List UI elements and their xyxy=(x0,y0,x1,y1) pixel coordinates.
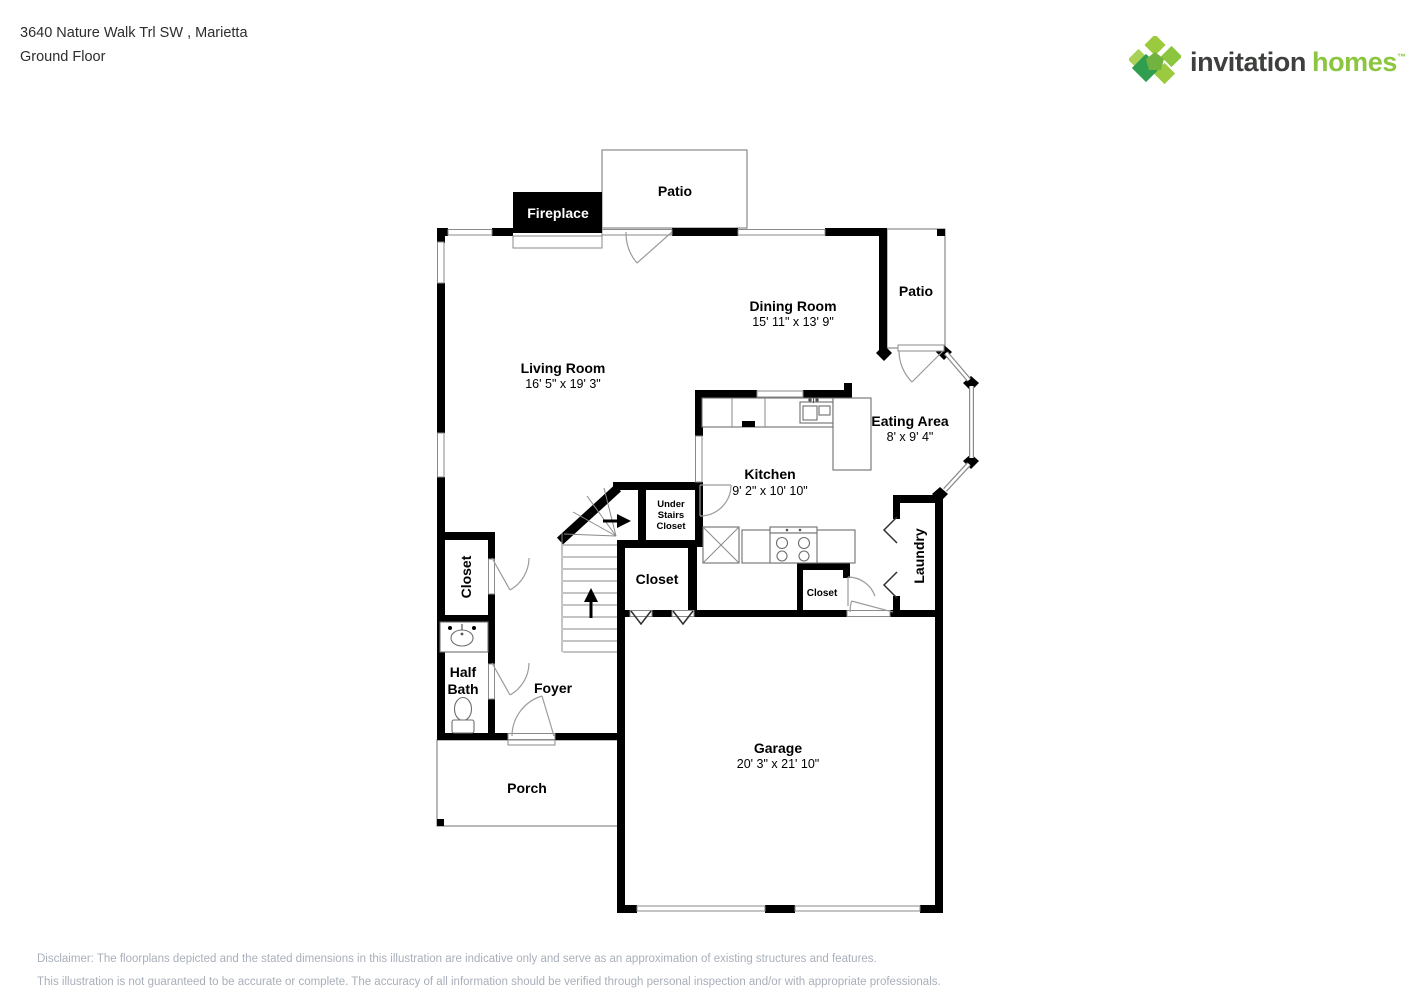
floor-label: Ground Floor xyxy=(20,49,106,65)
refrigerator-icon xyxy=(703,527,739,563)
bay-window xyxy=(945,353,972,490)
logo-word-invitation: invitation xyxy=(1190,46,1306,77)
room-label-under-stairs-2: Stairs xyxy=(657,510,685,521)
room-label-closet-left: Closet xyxy=(458,555,474,599)
disclaimer-line-1: Disclaimer: The floorplans depicted and the stated dimensions in this illustration are indicative only and serve as an approximation of existing structures and features. xyxy=(37,953,877,965)
room-label-patio-top: Patio xyxy=(657,183,693,199)
kitchen-sink-icon xyxy=(800,398,833,423)
room-label-half-bath-2: Bath xyxy=(447,681,479,697)
room-label-half-bath-1: Half xyxy=(449,664,477,680)
address-line: 3640 Nature Walk Trl SW , Marietta xyxy=(20,25,248,41)
laundry-bifold-door xyxy=(884,572,897,598)
room-label-under-stairs-1: Under xyxy=(657,499,685,510)
room-label-closet-center: Closet xyxy=(635,571,679,587)
kitchen-door xyxy=(700,485,731,516)
room-label-closet-small: Closet xyxy=(806,588,838,599)
front-door xyxy=(512,696,554,736)
room-label-living-room: Living Room xyxy=(520,360,606,376)
stove-icon xyxy=(770,527,817,563)
stairs-right-arrow xyxy=(603,514,631,528)
room-dims-kitchen: 9' 2" x 10' 10" xyxy=(732,484,808,498)
patio-right-door xyxy=(899,351,943,382)
room-label-foyer: Foyer xyxy=(533,680,573,696)
kitchen-peninsula-counter xyxy=(833,398,871,470)
logo-trademark: ™ xyxy=(1397,51,1406,62)
room-dims-garage: 20' 3" x 21' 10" xyxy=(736,757,820,771)
room-label-patio-right: Patio xyxy=(898,283,934,299)
laundry-bifold-door xyxy=(884,517,897,543)
walls xyxy=(437,228,945,913)
patio-door xyxy=(626,232,672,263)
room-label-dining-room: Dining Room xyxy=(749,298,837,314)
toilet-icon xyxy=(452,698,474,734)
room-label-porch: Porch xyxy=(507,780,547,796)
room-label-garage: Garage xyxy=(753,740,803,756)
bathroom-sink-icon xyxy=(440,622,488,652)
half-bath-door xyxy=(492,663,529,695)
stair-diagonal-wall xyxy=(560,488,618,541)
disclaimer xyxy=(37,948,941,994)
room-label-eating-area: Eating Area xyxy=(871,413,949,429)
dishwasher-icon xyxy=(742,421,755,427)
room-label-fireplace: Fireplace xyxy=(527,205,589,221)
doors xyxy=(492,232,943,736)
closet-left-door xyxy=(492,558,529,590)
room-label-kitchen: Kitchen xyxy=(744,466,796,482)
disclaimer-line-2: This illustration is not guaranteed to be accurate or complete. The accuracy of all information should be verified through personal inspection and/or with appropriate professionals. xyxy=(37,976,941,988)
room-label-laundry: Laundry xyxy=(911,528,927,584)
logo-word-homes: homes xyxy=(1312,46,1398,77)
room-dims-dining-room: 15' 11" x 13' 9" xyxy=(752,315,834,329)
room-dims-eating-area: 8' x 9' 4" xyxy=(886,430,934,444)
room-label-under-stairs-3: Closet xyxy=(656,521,686,532)
room-dims-living-room: 16' 5" x 19' 3" xyxy=(525,377,601,391)
